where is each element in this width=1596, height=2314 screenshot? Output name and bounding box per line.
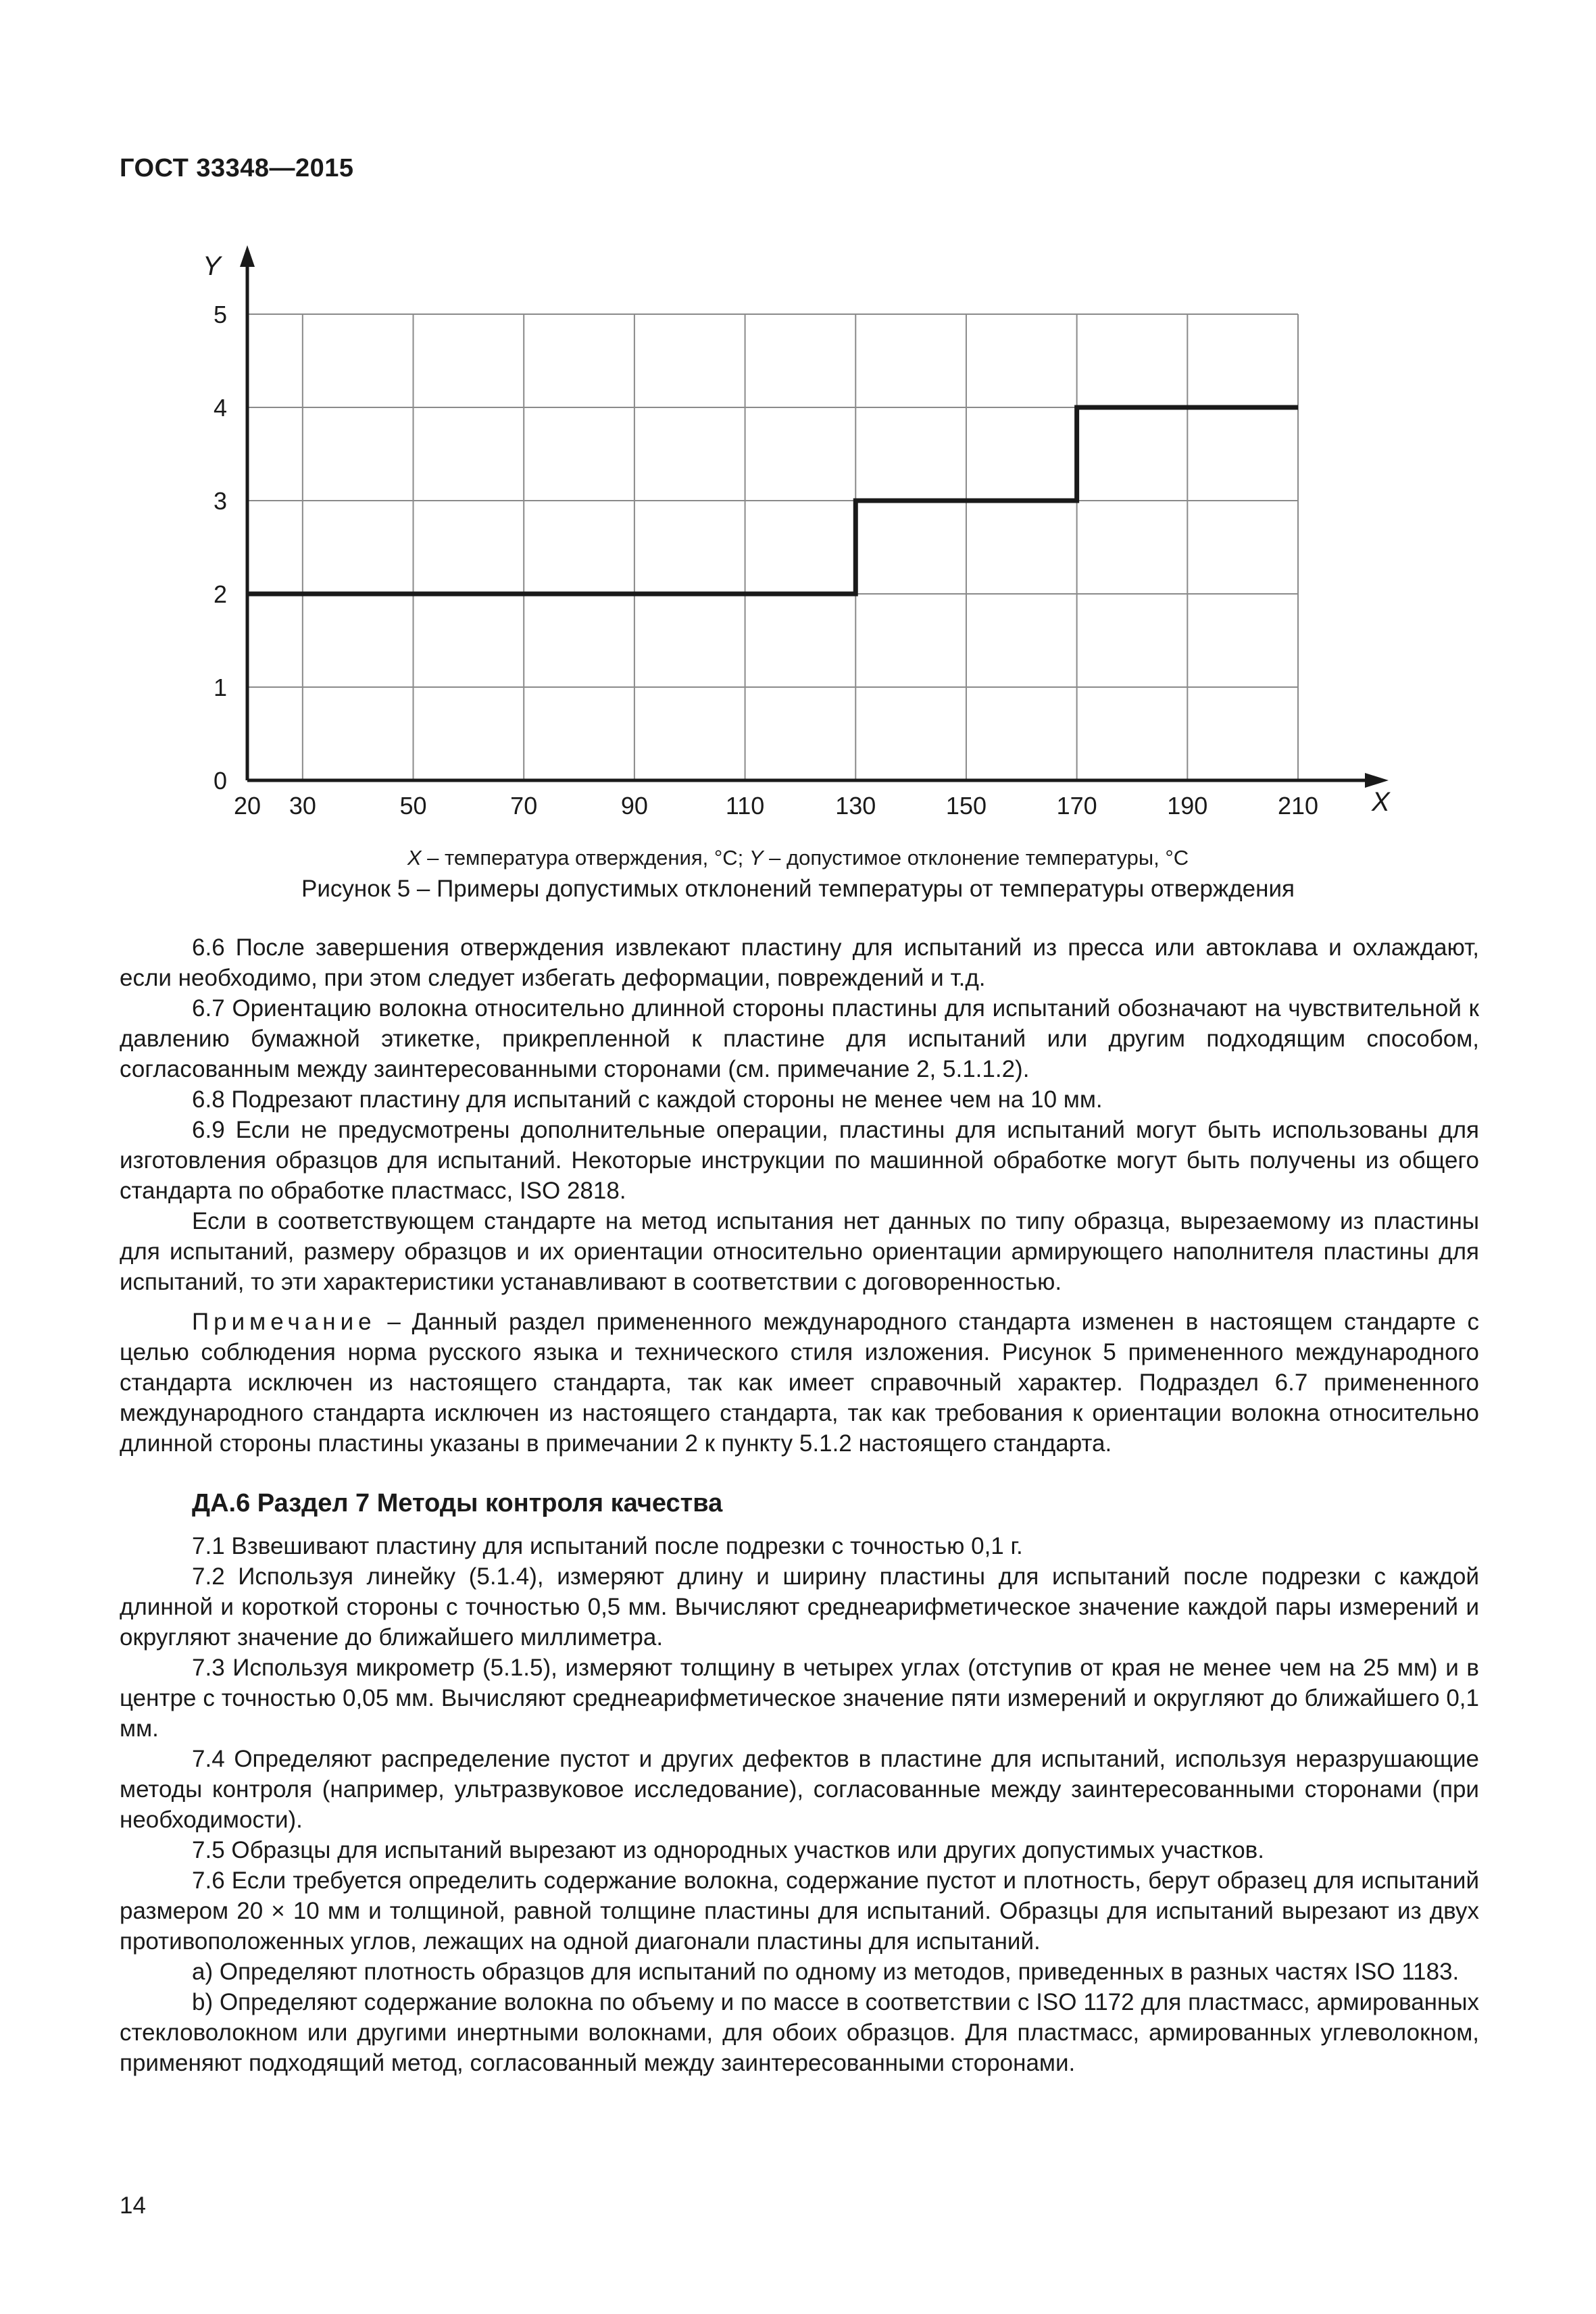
- paragraph-7-6-a: a) Определяют плотность образцов для испытаний по одному из методов, приведенных в разных частях ISO 1183.: [192, 1959, 1460, 1985]
- legend-y-text: – допустимое отклонение температуры, °С: [763, 846, 1189, 870]
- y-tick-label-4: 4: [213, 394, 227, 422]
- x-tick-label-210: 210: [1277, 792, 1319, 820]
- x-tick-label-70: 70: [510, 792, 538, 820]
- x-tick-label-90: 90: [620, 792, 648, 820]
- chart-grid: [247, 314, 1298, 780]
- figure-legend: [0, 846, 1596, 870]
- paragraph-7-4: 7.4 Определяют распределение пустот и других дефектов в пластине для испытаний, используя неразрушающие методы контроля (например, ультразвуковое исследование), согласованные между заинтересованными сторонами (при необходимости).: [120, 1746, 1479, 1833]
- x-tick-label-170: 170: [1056, 792, 1097, 820]
- paragraph-6-8: 6.8 Подрезают пластину для испытаний с каждой стороны не менее чем на 10 мм.: [192, 1086, 1103, 1113]
- paragraph-7-5: 7.5 Образцы для испытаний вырезают из однородных участков или других допустимых участков.: [192, 1837, 1264, 1863]
- y-tick-label-3: 3: [213, 487, 227, 515]
- chart-tick-labels: [203, 251, 1391, 820]
- legend-x-symbol: X: [407, 846, 422, 870]
- paragraph-6-9: 6.9 Если не предусмотрены дополнительные операции, пластины для испытаний могут быть использованы для изготовления образцов для испытаний. Некоторые инструкции по машинной обработке могут быть получены из общего стандарта по обработке пластмасс, ISO 2818.: [120, 1117, 1479, 1204]
- x-tick-label-190: 190: [1167, 792, 1208, 820]
- paragraph-7-6: 7.6 Если требуется определить содержание волокна, содержание пустот и плотность, берут образец для испытаний размером 20 × 10 мм и толщиной, равной толщине пластины для испытаний. Образцы для испытаний вырезают из двух противоположенных углов, лежащих на одной диагонали пластины для испытаний.: [120, 1867, 1479, 1955]
- paragraph-7-3: 7.3 Используя микрометр (5.1.5), измеряют толщину в четырех углах (отступив от края не менее чем на 25 мм) и в центре с точностью 0,05 мм. Вычисляют среднеарифметическое значение пяти измерений и округляют до ближайшего 0,1 мм.: [120, 1655, 1479, 1742]
- legend-x-text: – температура отверждения, °С;: [421, 846, 749, 870]
- x-tick-label-110: 110: [725, 792, 765, 820]
- note-paragraph: [120, 1307, 1479, 1459]
- x-tick-label-20: 20: [233, 792, 261, 820]
- y-tick-label-2: 2: [213, 580, 227, 608]
- section-title: ДА.6 Раздел 7 Методы контроля качества: [192, 1489, 723, 1517]
- y-tick-label-0: 0: [213, 767, 227, 795]
- document-code: ГОСТ 33348—2015: [120, 154, 354, 182]
- x-axis-label: X: [1372, 787, 1390, 817]
- x-tick-label-150: 150: [945, 792, 987, 820]
- note-label: Примечание: [192, 1309, 376, 1335]
- paragraph-6-7: 6.7 Ориентацию волокна относительно длинной стороны пластины для испытаний обозначают на чувствительной к давлению бумажной этикетке, прикрепленной к пластине для испытаний или другим подходящим способом, согласованным между заинтересованными сторонами (см. примечание 2, 5.1.1.2).: [120, 995, 1479, 1082]
- paragraph-6-6: 6.6 После завершения отверждения извлекают пластину для испытаний из пресса или автоклава и охлаждают, если необходимо, при этом следует избегать деформации, повреждений и т.д.: [120, 934, 1479, 991]
- x-tick-label-50: 50: [399, 792, 427, 820]
- y-axis-arrow: [240, 245, 255, 267]
- paragraph-7-1: 7.1 Взвешивают пластину для испытаний после подрезки с точностью 0,1 г.: [192, 1533, 1023, 1559]
- legend-y-symbol: Y: [749, 846, 764, 870]
- y-tick-label-1: 1: [213, 674, 227, 701]
- page-number: 14: [120, 2192, 146, 2219]
- x-tick-label-130: 130: [835, 792, 876, 820]
- y-tick-label-5: 5: [213, 301, 227, 328]
- x-tick-label-30: 30: [289, 792, 316, 820]
- chart-axes: [240, 245, 1389, 788]
- y-axis-label: Y: [203, 251, 221, 281]
- body-text: [120, 932, 1479, 2078]
- paragraph-7-2: 7.2 Используя линейку (5.1.4), измеряют длину и ширину пластины для испытаний после подрезки с каждой длинной и короткой стороны с точностью 0,5 мм. Вычисляют среднеарифметическое значение каждой пары измерений и округляют значение до ближайшего миллиметра.: [120, 1563, 1479, 1651]
- chart-svg: [176, 240, 1426, 834]
- paragraph-7-6-b: b) Определяют содержание волокна по объему и по массе в соответствии с ISO 1172 для пластмасс, армированных стекловолокном или другими инертными волокнами, для обоих образцов. Для пластмасс, армированных углеволокном, применяют подходящий метод, согласованный между заинтересованными сторонами.: [120, 1989, 1479, 2076]
- figure-5-chart: [176, 240, 1426, 834]
- paragraph-6-9-continued: Если в соответствующем стандарте на метод испытания нет данных по типу образца, вырезаемому из пластины для испытаний, размеру образцов и их ориентации относительно ориентации армирующего наполнителя пластины для испытаний, то эти характеристики устанавливают в соответствии с договоренностью.: [120, 1208, 1479, 1295]
- figure-caption: Рисунок 5 – Примеры допустимых отклонений температуры от температуры отверждения: [301, 876, 1295, 902]
- note-text: – Данный раздел примененного международного стандарта изменен в настоящем стандарте с целью соблюдения норма русского языка и технического стиля изложения. Рисунок 5 примененного международного стандарта исключен из настоящего стандарта, так как имеет справочный характер. Подраздел 6.7 примененного международного стандарта исключен из настоящего стандарта, так как требования к ориентации волокна относительно длинной стороны пластины указаны в примечании 2 к пункту 5.1.2 настоящего стандарта.: [120, 1309, 1479, 1457]
- x-axis-arrow: [1365, 773, 1389, 788]
